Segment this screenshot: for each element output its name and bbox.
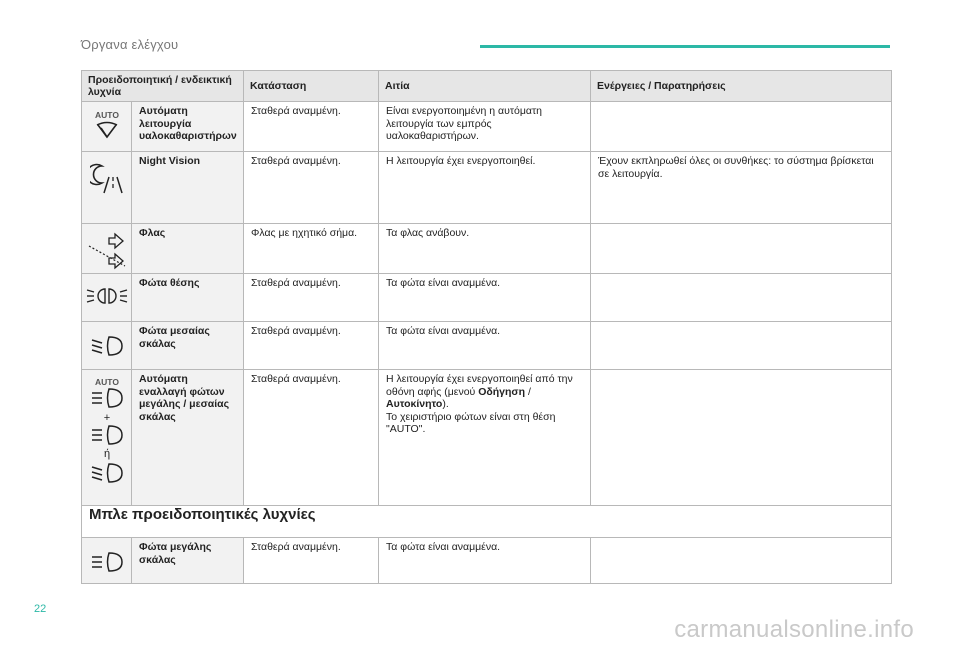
table-row (82, 322, 892, 370)
dipped-beam-icon (91, 335, 123, 357)
row-cause: Η λειτουργία έχει ενεργοποιηθεί. (379, 152, 591, 224)
row-state: Σταθερά αναμμένη. (244, 152, 379, 224)
row-icon-cell (82, 322, 132, 370)
row-action (591, 370, 892, 506)
side-lights-icon (86, 286, 128, 306)
row-action (591, 274, 892, 322)
plus-sign: + (103, 412, 111, 424)
row-cause: Είναι ενεργοποιημένη η αυτόματη λειτουργία των εμπρός υαλοκαθαριστήρων. (379, 102, 591, 152)
row-action (591, 538, 892, 584)
or-label: ή (103, 448, 111, 460)
warning-lamps-table (81, 70, 892, 584)
page-number: 22 (34, 603, 47, 615)
row-cause: Τα φώτα είναι αναμμένα. (379, 538, 591, 584)
menu-driving: Οδήγηση (478, 385, 526, 398)
section-title: Μπλε προειδοποιητικές λυχνίες (82, 506, 892, 538)
table-row (82, 102, 892, 152)
row-name: Φλας (132, 224, 244, 274)
row-cause: Τα φλας ανάβουν. (379, 224, 591, 274)
row-name: Αυτόματη εναλλαγή φώτων μεγάλης / μεσαίας σκάλας (132, 370, 244, 506)
row-cause: Τα φώτα είναι αναμμένα. (379, 322, 591, 370)
header-actions: Ενέργειες / Παρατηρήσεις (591, 71, 892, 102)
row-action (591, 102, 892, 152)
table-row (82, 370, 892, 506)
table-header-row (82, 71, 892, 102)
table-row (82, 274, 892, 322)
turn-signal-icon (87, 232, 127, 270)
row-icon-cell (82, 152, 132, 224)
night-vision-icon (90, 163, 124, 195)
dipped-beam-icon (91, 462, 123, 484)
cause-text: Η λειτουργία έχει ενεργοποιηθεί από την οθόνη αφής (μενού (386, 373, 573, 398)
row-state: Σταθερά αναμμένη. (244, 370, 379, 506)
svg-text:AUTO: AUTO (95, 377, 119, 387)
row-action: Έχουν εκπληρωθεί όλες οι συνθήκες: το σύστημα βρίσκεται σε λειτουργία. (591, 152, 892, 224)
row-state: Σταθερά αναμμένη. (244, 322, 379, 370)
row-name: Αυτόματη λειτουργία υαλοκαθαριστήρων (132, 102, 244, 152)
row-name: Φώτα μεσαίας σκάλας (132, 322, 244, 370)
row-name: Φώτα μεγάλης σκάλας (132, 538, 244, 584)
row-icon-cell (82, 370, 132, 506)
row-icon-cell (82, 538, 132, 584)
watermark: carmanualsonline.info (674, 616, 914, 643)
row-cause (379, 370, 591, 506)
cause-text: / (525, 385, 531, 398)
header-state: Κατάσταση (244, 71, 379, 102)
main-beam-icon (91, 551, 123, 573)
row-state: Σταθερά αναμμένη. (244, 538, 379, 584)
row-cause: Τα φώτα είναι αναμμένα. (379, 274, 591, 322)
svg-text:AUTO: AUTO (95, 110, 119, 120)
header-lamp: Προειδοποιητική / ενδεικτική λυχνία (82, 71, 244, 102)
auto-wiper-icon (92, 110, 122, 142)
section-row (82, 506, 892, 538)
menu-vehicle: Αυτοκίνητο (386, 398, 443, 410)
row-action (591, 224, 892, 274)
row-state: Σταθερά αναμμένη. (244, 102, 379, 152)
row-icon-cell (82, 274, 132, 322)
row-state: Φλας με ηχητικό σήμα. (244, 224, 379, 274)
table-row (82, 152, 892, 224)
cause-text: ). (442, 398, 449, 410)
row-name: Φώτα θέσης (132, 274, 244, 322)
row-state: Σταθερά αναμμένη. (244, 274, 379, 322)
row-icon-cell (82, 102, 132, 152)
header-accent-bar (480, 45, 890, 48)
row-action (591, 322, 892, 370)
header-cause: Αιτία (379, 71, 591, 102)
row-name: Night Vision (132, 152, 244, 224)
row-icon-cell (82, 224, 132, 274)
main-beam-icon (91, 424, 123, 446)
cause-text: Το χειριστήριο φώτων είναι στη θέση "AUTO". (386, 410, 556, 435)
table-row (82, 538, 892, 584)
auto-main-beam-icon (91, 377, 123, 413)
page-header-title: Όργανα ελέγχου (81, 37, 179, 52)
table-row (82, 224, 892, 274)
